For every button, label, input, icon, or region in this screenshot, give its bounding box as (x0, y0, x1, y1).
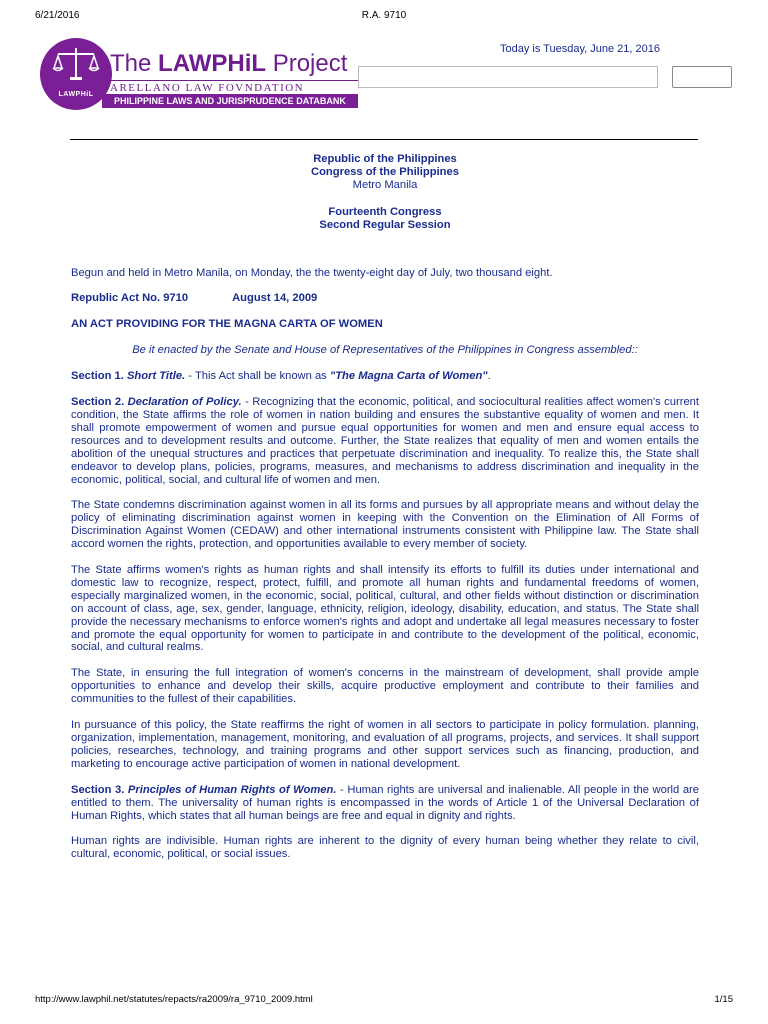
search-button[interactable] (672, 66, 732, 88)
print-title: R.A. 9710 (361, 10, 407, 21)
section-1: Section 1. Short Title. - This Act shall be known as "The Magna Carta of Women". (71, 370, 491, 383)
lawphil-logo[interactable] (40, 38, 358, 110)
document-body (71, 153, 699, 861)
act-number-line: Republic Act No. 9710 August 14, 2009 (71, 292, 318, 305)
search-input[interactable] (358, 66, 658, 88)
congress-header: Fourteenth Congress Second Regular Session (319, 205, 451, 231)
section-2: Section 2. Declaration of Policy. - Recognizing that the economic, political, and sociocultural realities affect women's current condition, the State affirms the role of women in nation building and ensures the substantive equality of women and men. It shall promote empowerment of women and pursue equal opportunities for women and men and ensure equal access to resources and to development results and outcome. Further, the State realizes that equality of men and women entails the abolition of the unequal structures and practices that perpetuate discrimination and inequality. To realize this, the State shall endeavor to develop plans, policies, programs, measures, and mechanisms to address discrimination and inequality in the economic, political, social, and cultural life of women and men. (71, 396, 700, 486)
enacting-clause: Be it enacted by the Senate and House of Representatives of the Philippines in Congress assembled:: (132, 344, 638, 357)
republic-header: Republic of the Philippines Congress of the Philippines Metro Manila (311, 153, 459, 191)
seal-text: LAWPHiL (58, 91, 94, 98)
page-number: 1/15 (714, 994, 733, 1005)
today-date: Today is Tuesday, June 21, 2016 (499, 43, 660, 55)
paragraph: The State, in ensuring the full integration of women's concerns in the mainstream of development, shall provide ample opportunities to enhance and develop their skills, acquire productive employment and contribute to their families and communities to the fullest of their capabilities. (71, 667, 699, 706)
page-url: http://www.lawphil.net/statutes/repacts/ra2009/ra_9710_2009.html (35, 994, 313, 1005)
divider (70, 139, 698, 140)
print-header (35, 10, 733, 24)
section-3: Section 3. Principles of Human Rights of Women. - Human rights are universal and inalienable. All people in the world are entitled to them. The universality of human rights is encompassed in the words of Article 1 of the Universal Declaration of Human Rights, which states that all human beings are free and equal in dignity and rights. (71, 783, 700, 822)
print-footer (35, 994, 733, 1008)
logo-subtitle: ARELLANO LAW FOVNDATION (110, 80, 358, 94)
paragraph: In pursuance of this policy, the State reaffirms the right of women in all sectors to participate in policy formulation. planning, organization, implementation, management, monitoring, and evaluation of all programs, projects, and services. It shall support policies, researches, technology, and training programs and other support services such as financing, production, and marketing to encourage active participation of women in national development. (71, 719, 699, 770)
act-title: AN ACT PROVIDING FOR THE MAGNA CARTA OF WOMEN (71, 318, 383, 331)
paragraph: Human rights are indivisible. Human rights are inherent to the dignity of every human being whether they relate to civil, cultural, economic, political, or social issues. (71, 835, 699, 861)
logo-title: The LAWPHiL Project (110, 50, 348, 77)
paragraph: The State affirms women's rights as human rights and shall intensify its efforts to fulfill its duties under international and domestic law to recognize, respect, protect, fulfill, and promote all human rights and fundamental freedoms of women, especially marginalized women, in the economic, social, political, cultural, and other fields without distinction or discrimination on account of class, age, sex, gender, language, ethnicity, religion, ideology, disability, education, and status. The State shall provide the necessary mechanisms to enforce women's rights and adopt and undertake all legal measures necessary to foster and promote the equal opportunity for women to participate in and contribute to the development of the political, economic, social, and cultural realms. (71, 564, 699, 654)
paragraph: The State condemns discrimination against women in all its forms and pursues by all appropriate means and without delay the policy of eliminating discrimination against women in keeping with the Convention on the Elimination of All Forms of Discrimination Against Women (CEDAW) and other international instruments consistent with Philippine law. The State shall accord women the rights, protection, and opportunities available to every member of society. (71, 499, 699, 551)
begun-line: Begun and held in Metro Manila, on Monday, the the twenty-eight day of July, two thousand eight. (71, 266, 553, 279)
print-date: 6/21/2016 (35, 10, 80, 21)
logo-band: PHILIPPINE LAWS AND JURISPRUDENCE DATABANK (102, 94, 358, 108)
